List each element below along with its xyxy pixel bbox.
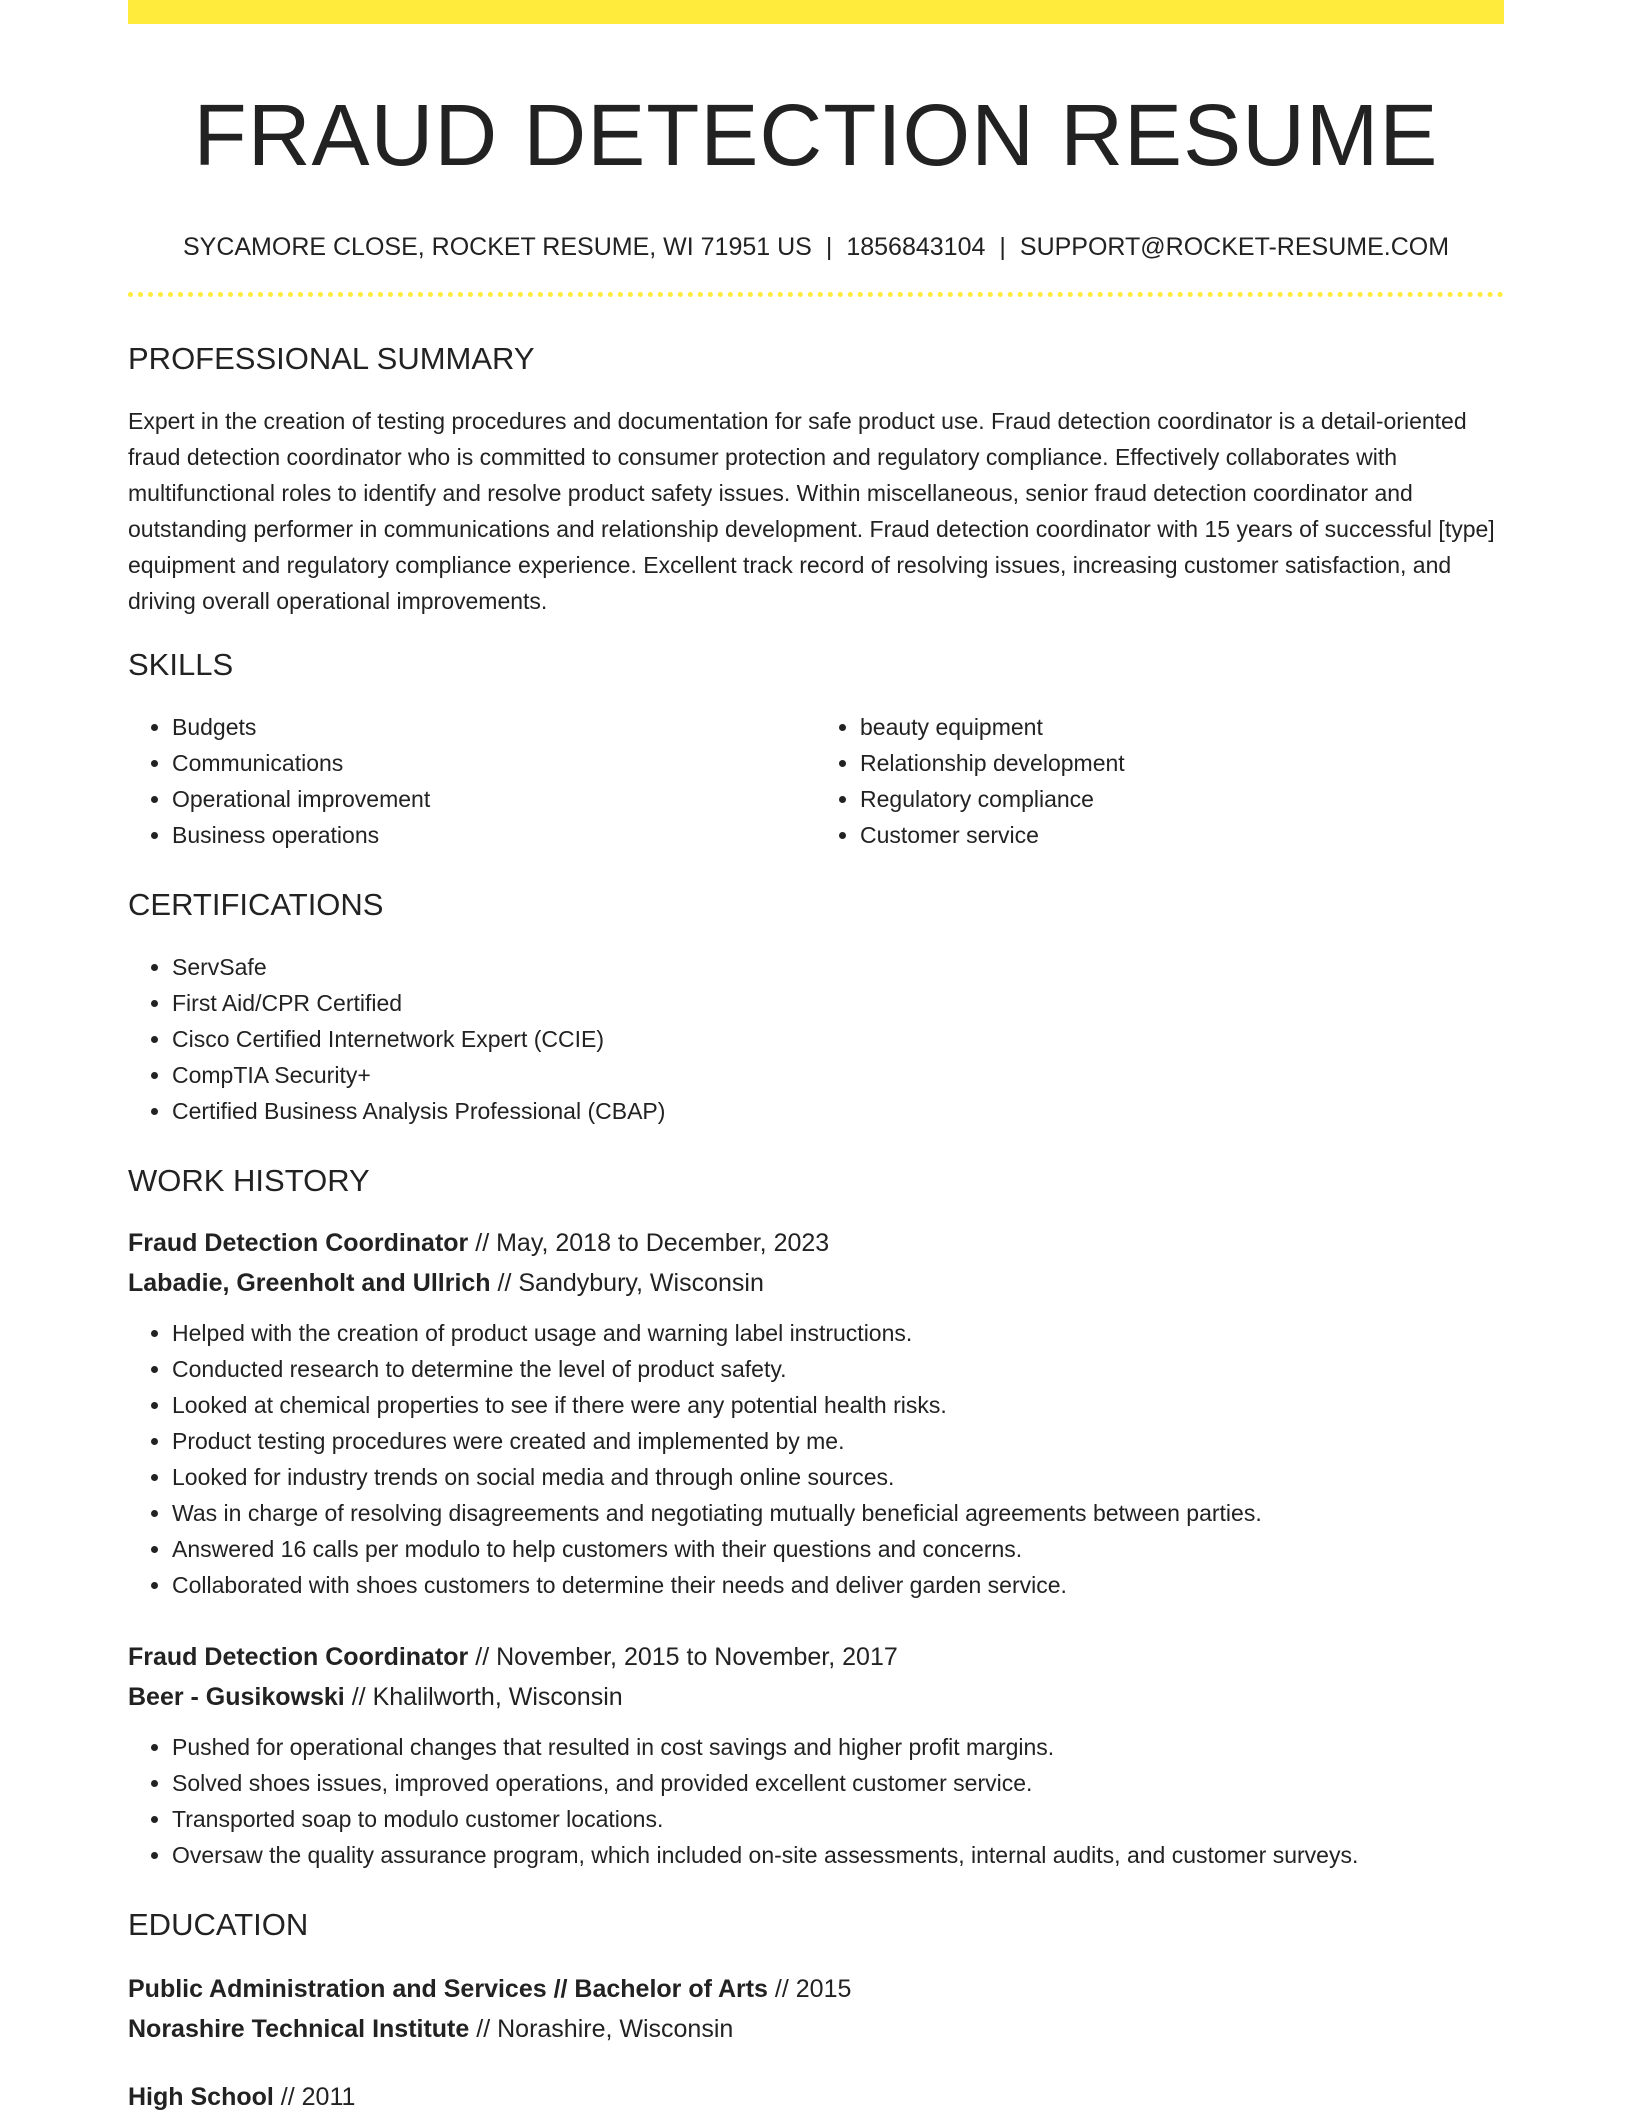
skill-item: • Relationship development: [860, 745, 1504, 781]
certification-item: • Cisco Certified Internetwork Expert (CCIE): [172, 1021, 1504, 1057]
job-title-line: [128, 1637, 1504, 1677]
certifications-list: [128, 949, 1504, 1129]
summary-heading: PROFESSIONAL SUMMARY: [128, 341, 535, 376]
job-bullet: • Transported soap to modulo customer locations.: [172, 1801, 1504, 1837]
resume-title: FRAUD DETECTION RESUME: [193, 87, 1439, 184]
contact-separator: |: [999, 233, 1006, 261]
education-degree: High School: [128, 2083, 274, 2111]
delimiter: //: [475, 1643, 490, 1671]
job-company-line: [128, 1263, 1504, 1303]
job-title-line: [128, 1223, 1504, 1263]
education-school-line: [128, 2009, 1504, 2049]
delimiter: //: [774, 1975, 789, 2003]
job-bullet: • Looked at chemical properties to see if there were any potential health risks.: [172, 1387, 1504, 1423]
education-year: 2015: [795, 1975, 852, 2003]
skill-item: • Regulatory compliance: [860, 781, 1504, 817]
job-bullet: • Product testing procedures were created and implemented by me.: [172, 1423, 1504, 1459]
education-year: 2011: [301, 2083, 356, 2111]
accent-top-bar: [128, 0, 1504, 24]
skill-item: • Budgets: [172, 709, 816, 745]
contact-address: SYCAMORE CLOSE, ROCKET RESUME, WI 71951 US: [182, 233, 812, 261]
certification-item: • CompTIA Security+: [172, 1057, 1504, 1093]
job-bullet: • Was in charge of resolving disagreements and negotiating mutually beneficial agreements between parties.: [172, 1495, 1504, 1531]
delimiter: //: [280, 2083, 295, 2111]
job-bullet: • Oversaw the quality assurance program, which included on-site assessments, internal audits, and customer surveys.: [172, 1837, 1504, 1873]
job-title: Fraud Detection Coordinator: [128, 1229, 469, 1257]
contact-email: SUPPORT@ROCKET-RESUME.COM: [1019, 233, 1450, 261]
job-dates: May, 2018 to December, 2023: [496, 1229, 830, 1257]
skill-item: • Customer service: [860, 817, 1504, 853]
job-bullet: • Solved shoes issues, improved operations, and provided excellent customer service.: [172, 1765, 1504, 1801]
job-bullets: [128, 1729, 1504, 1873]
summary-text: Expert in the creation of testing procedures and documentation for safe product use. Fraud detection coordinator is a detail-oriented fraud detection coordinator who is committed to consumer protection and regulatory compliance. Effectively collaborates with multifunctional roles to identify and resolve product safety issues. Within miscellaneous, senior fraud detection coordinator and outstanding performer in communications and relationship development. Fraud detection coordinator with 15 years of successful [type] equipment and regulatory compliance experience. Excellent track record of resolving issues, increasing customer satisfaction, and driving overall operational improvements.: [128, 408, 1495, 614]
education-heading: EDUCATION: [128, 1907, 309, 1942]
education-degree-line: [128, 2077, 1504, 2117]
delimiter: //: [351, 1683, 366, 1711]
job-bullet: • Looked for industry trends on social media and through online sources.: [172, 1459, 1504, 1495]
contact-line: [128, 232, 1504, 262]
resume-content: [128, 24, 1504, 2117]
skill-item: • Communications: [172, 745, 816, 781]
skill-item: • Operational improvement: [172, 781, 816, 817]
education-degree: Public Administration and Services // Bachelor of Arts: [128, 1975, 768, 2003]
contact-phone: 1856843104: [846, 233, 986, 261]
delimiter: //: [475, 1229, 490, 1257]
job-location: Khalilworth, Wisconsin: [372, 1683, 623, 1711]
skills-columns: [128, 709, 1504, 853]
education-degree-line: [128, 1969, 1504, 2009]
job-company: Beer - Gusikowski: [128, 1683, 345, 1711]
job-bullet: • Pushed for operational changes that resulted in cost savings and higher profit margins.: [172, 1729, 1504, 1765]
skills-list-left: [128, 709, 816, 853]
certification-item: • First Aid/CPR Certified: [172, 985, 1504, 1021]
work-history-heading: WORK HISTORY: [128, 1163, 370, 1198]
skills-list-right: [816, 709, 1504, 853]
job-title: Fraud Detection Coordinator: [128, 1643, 469, 1671]
job-company: Labadie, Greenholt and Ullrich: [128, 1269, 491, 1297]
job-bullet: • Conducted research to determine the level of product safety.: [172, 1351, 1504, 1387]
job-bullet: • Helped with the creation of product usage and warning label instructions.: [172, 1315, 1504, 1351]
education-location: Norashire, Wisconsin: [497, 2015, 734, 2043]
certification-item: • ServSafe: [172, 949, 1504, 985]
skills-heading: SKILLS: [128, 647, 234, 682]
skill-item: • beauty equipment: [860, 709, 1504, 745]
dotted-divider: [128, 292, 1504, 297]
job-location: Sandybury, Wisconsin: [518, 1269, 764, 1297]
job-company-line: [128, 1677, 1504, 1717]
job-bullet: • Answered 16 calls per modulo to help customers with their questions and concerns.: [172, 1531, 1504, 1567]
certification-item: • Certified Business Analysis Professional (CBAP): [172, 1093, 1504, 1129]
education-school: Norashire Technical Institute: [128, 2015, 470, 2043]
delimiter: //: [476, 2015, 491, 2043]
job-bullet: • Collaborated with shoes customers to determine their needs and deliver garden service.: [172, 1567, 1504, 1603]
certifications-heading: CERTIFICATIONS: [128, 887, 384, 922]
job-dates: November, 2015 to November, 2017: [496, 1643, 898, 1671]
delimiter: //: [497, 1269, 512, 1297]
skill-item: • Business operations: [172, 817, 816, 853]
job-bullets: [128, 1315, 1504, 1603]
contact-separator: |: [825, 233, 833, 261]
